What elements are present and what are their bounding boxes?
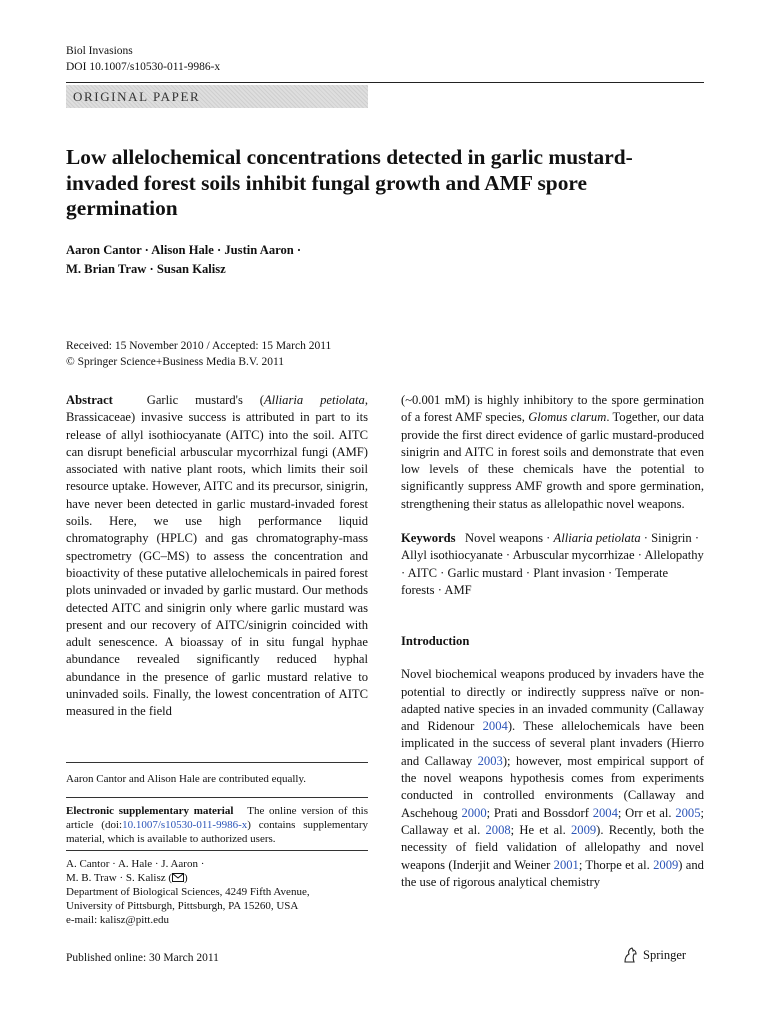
introduction-heading: Introduction bbox=[401, 634, 470, 649]
envelope-icon[interactable] bbox=[172, 873, 184, 882]
esm-doi-link[interactable]: 10.1007/s10530-011-9986-x bbox=[122, 819, 248, 831]
journal-doi: DOI 10.1007/s10530-011-9986-x bbox=[66, 61, 221, 73]
citation-link[interactable]: 2009 bbox=[653, 857, 679, 872]
citation-link[interactable]: 2003 bbox=[477, 753, 503, 768]
introduction-text bbox=[401, 666, 704, 891]
footnote-equal-contribution bbox=[66, 772, 368, 786]
abstract-text-4: . Together, our data provide the first direct evidence of garlic mustard-produced sinigrin and AITC in forest soils and demonstrate that even low levels of these chemicals have the potential to significantly suppress AMF growth and spore germination, strengthening their status as allelopathic novel weapons. bbox=[401, 410, 704, 511]
intro-text-9: ; Thorpe et al. bbox=[578, 857, 650, 872]
footnote-rule-2 bbox=[66, 797, 368, 798]
addr-line-2-text: M. B. Traw · S. Kalisz ( bbox=[66, 872, 173, 884]
footnote-rule-3 bbox=[66, 850, 368, 851]
citation-link[interactable]: 2004 bbox=[592, 805, 618, 820]
equal-contribution-text: Aaron Cantor and Alison Hale are contributed equally. bbox=[66, 773, 306, 785]
addr-line-2 bbox=[66, 871, 368, 885]
abstract-label: Abstract bbox=[66, 393, 113, 407]
keywords bbox=[401, 530, 704, 599]
addr-line-1: A. Cantor · A. Hale · J. Aaron · bbox=[66, 858, 205, 870]
abstract-text-2: , Brassicaceae) invasive success is attributed in part to its release of allyl isothiocyanate (AITC) into the soil. AITC can disrupt beneficial arbuscular mycorrhizal fungi (AMF) associated with native plant roots, which limits their soil resource uptake. However, AITC and its precursor, sinigrin, have never been detected in garlic mustard-invaded forest soils. Here, we use high performance liquid chromatography (HPLC) and gas chromatography-mass spectrometry (GC–MS) to assess the concentration and bioactivity of these putative allelochemicals in paired forest plots uninvaded or invaded by garlic mustard. Our methods detected AITC and sinigrin only where garlic mustard was present and our recovery of AITC/sinigrin coincided with adult senescence. A bioassay of in situ fungal hyphae abundance revealed significantly reduced hyphal abundance in the presence of garlic mustard relative to uninvaded soils. Finally, the lowest concentration of AITC measured in the field bbox=[66, 393, 369, 719]
intro-text-6: ; Callaway et al. bbox=[401, 805, 704, 837]
journal-name: Biol Invasions bbox=[66, 45, 133, 57]
footnote-esm bbox=[66, 804, 368, 846]
header-rule bbox=[66, 82, 704, 83]
keywords-text-2: · Sinigrin · Allyl isothiocyanate · Arbuscular mycorrhizae · Allelopathy · AITC · Garlic mustard · Plant invasion · Temperate forests · AMF bbox=[401, 531, 704, 597]
intro-text-10: ) and the use of rigorous analytical chemistry bbox=[401, 857, 704, 889]
article-title: Low allelochemical concentrations detected in garlic mustard-invaded forest soils inhibit fungal growth and AMF spore germination bbox=[66, 145, 633, 220]
intro-text-2: ). These allelochemicals have been implicated in the success of several plant invaders (Hierro and Callaway bbox=[401, 719, 704, 768]
abstract-text-3: (~0.001 mM) is highly inhibitory to the spore germination of a forest AMF species, bbox=[401, 393, 704, 425]
intro-text-8: ). Recently, both the necessity of field validation of allelopathy and novel weapons (Inderjit and Weiner bbox=[401, 822, 704, 872]
springer-horse-icon bbox=[621, 946, 639, 964]
article-dates bbox=[66, 339, 331, 370]
citation-link[interactable]: 2000 bbox=[461, 805, 487, 820]
addr-line-2-end: ) bbox=[184, 872, 188, 884]
intro-text-3: ); however, most empirical support of the novel weapons hypothesis comes from experiments conducted in controlled environments (Callaway and Aschehoug bbox=[401, 753, 704, 820]
keywords-text-1: Novel weapons · bbox=[465, 531, 551, 546]
abstract-italic-2: Glomus clarum bbox=[528, 410, 607, 425]
author-list bbox=[66, 241, 301, 279]
journal-header bbox=[66, 43, 220, 75]
abstract-right bbox=[401, 392, 704, 513]
addr-line-5[interactable]: e-mail: kalisz@pitt.edu bbox=[66, 914, 169, 926]
addr-line-4: University of Pittsburgh, Pittsburgh, PA 15260, USA bbox=[66, 900, 299, 912]
intro-text-4: ; Prati and Bossdorf bbox=[486, 805, 589, 820]
publisher-name: Springer bbox=[643, 947, 687, 962]
esm-label: Electronic supplementary material bbox=[66, 805, 234, 817]
esm-text-1: The online version of this article (doi: bbox=[66, 805, 368, 831]
citation-link[interactable]: 2009 bbox=[570, 822, 597, 837]
author-affiliation bbox=[66, 857, 368, 927]
abstract-text-1: Garlic mustard's ( bbox=[146, 393, 264, 407]
keywords-label: Keywords bbox=[401, 531, 456, 546]
left-column bbox=[66, 392, 368, 721]
citation-link[interactable]: 2004 bbox=[482, 719, 508, 734]
publisher-logo bbox=[621, 946, 686, 964]
citation-link[interactable]: 2008 bbox=[485, 822, 511, 837]
footnote-rule bbox=[66, 762, 368, 763]
citation-link[interactable]: 2001 bbox=[553, 857, 579, 872]
intro-text-1: Novel biochemical weapons produced by invaders have the potential to directly or indirectly suppress naïve or non-adapted native species in an invaded community (Callaway and Ridenour bbox=[401, 667, 704, 734]
authors-line-2: M. Brian Traw · Susan Kalisz bbox=[66, 262, 226, 276]
abstract-italic-1: Alliaria petiolata bbox=[263, 393, 365, 407]
intro-text-5: ; Orr et al. bbox=[617, 805, 672, 820]
keywords-italic: Alliaria petiolata bbox=[553, 531, 641, 546]
abstract-left bbox=[66, 392, 368, 721]
article-type-banner: ORIGINAL PAPER bbox=[66, 85, 368, 108]
copyright: © Springer Science+Business Media B.V. 2011 bbox=[66, 355, 285, 368]
addr-line-3: Department of Biological Sciences, 4249 Fifth Avenue, bbox=[66, 886, 310, 898]
right-column bbox=[401, 392, 704, 891]
intro-text-7: ; He et al. bbox=[510, 822, 566, 837]
authors-line-1: Aaron Cantor · Alison Hale · Justin Aaron · bbox=[66, 243, 302, 257]
citation-link[interactable]: 2005 bbox=[675, 805, 701, 820]
esm-text-2: ) contains supplementary material, which is available to authorized users. bbox=[66, 819, 368, 845]
published-online: Published online: 30 March 2011 bbox=[66, 952, 219, 964]
received-accepted: Received: 15 November 2010 / Accepted: 15 March 2011 bbox=[66, 340, 332, 352]
